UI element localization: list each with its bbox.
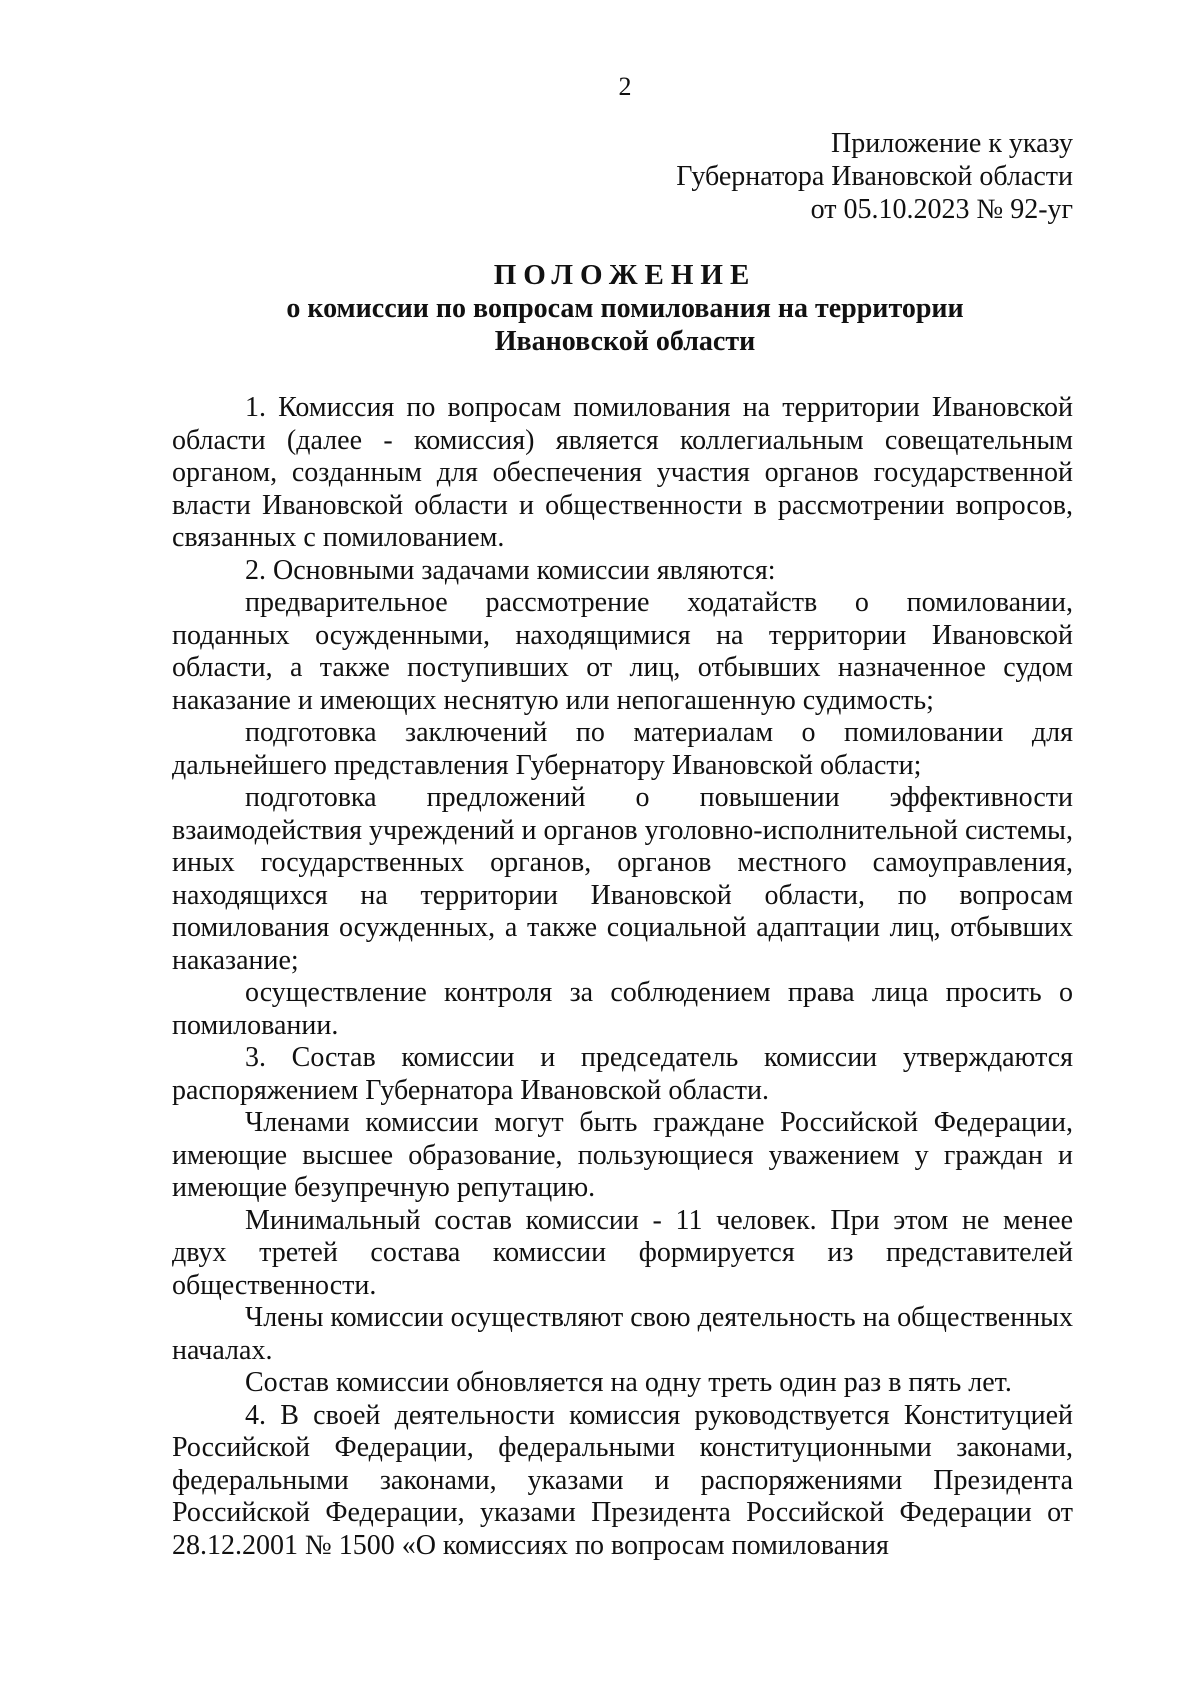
body-paragraph: 1. Комиссия по вопросам помилования на территории Ивановской области (далее - комиссия) является коллегиальным совещательным органом, созданным для обеспечения участия органов государственной власти Ивановской области и общественности в рассмотрении вопросов, связанных с помилованием. (172, 392, 1073, 553)
appendix-line: от 05.10.2023 № 92-уг (810, 194, 1073, 225)
document-title: ПОЛОЖЕНИЕ (493, 259, 757, 291)
body-paragraph: предварительное рассмотрение ходатайств о помиловании, поданных осужденными, находящимися на территории Ивановской области, а также поступивших от лиц, отбывших назначенное судом наказание и имеющих неснятую или непогашенную судимость; (172, 587, 1073, 716)
body-paragraph: Члены комиссии осуществляют свою деятельность на общественных началах. (172, 1302, 1073, 1366)
body-paragraph: осуществление контроля за соблюдением права лица просить о помиловании. (172, 977, 1073, 1041)
appendix-line: Приложение к указу (831, 128, 1073, 159)
subtitle-line: Ивановской области (494, 326, 756, 357)
document-body (172, 392, 1073, 1562)
appendix-header (676, 127, 1073, 226)
body-paragraph: подготовка заключений по материалам о помиловании для дальнейшего представления Губернатору Ивановской области; (172, 717, 1073, 781)
body-paragraph: Членами комиссии могут быть граждане Российской Федерации, имеющие высшее образование, пользующиеся уважением у граждан и имеющие безупречную репутацию. (172, 1107, 1073, 1203)
page-number: 2 (618, 72, 632, 101)
appendix-line: Губернатора Ивановской области (676, 161, 1073, 192)
body-paragraph: подготовка предложений о повышении эффективности взаимодействия учреждений и органов уголовно-исполнительной системы, иных государственных органов, органов местного самоуправления, находящихся на территории Ивановской области, по вопросам помилования осужденных, а также социальной адаптации лиц, отбывших наказание; (172, 782, 1073, 976)
body-paragraph: Состав комиссии обновляется на одну треть один раз в пять лет. (245, 1367, 1012, 1398)
subtitle-line: о комиссии по вопросам помилования на территории (286, 293, 964, 324)
body-paragraph: 4. В своей деятельности комиссия руководствуется Конституцией Российской Федерации, федеральными конституционными законами, федеральными законами, указами и распоряжениями Президента Российской Федерации, указами Президента Российской Федерации от 28.12.2001 № 1500 «О комиссиях по вопросам помилования (172, 1399, 1073, 1561)
document-subtitle (0, 292, 1200, 358)
body-paragraph: Минимальный состав комиссии - 11 человек. При этом не менее двух третей состава комиссии формируется из представителей общественности. (172, 1204, 1073, 1301)
body-paragraph: 3. Состав комиссии и председатель комиссии утверждаются распоряжением Губернатора Ивановской области. (172, 1042, 1073, 1106)
body-paragraph: 2. Основными задачами комиссии являются: (245, 554, 776, 586)
